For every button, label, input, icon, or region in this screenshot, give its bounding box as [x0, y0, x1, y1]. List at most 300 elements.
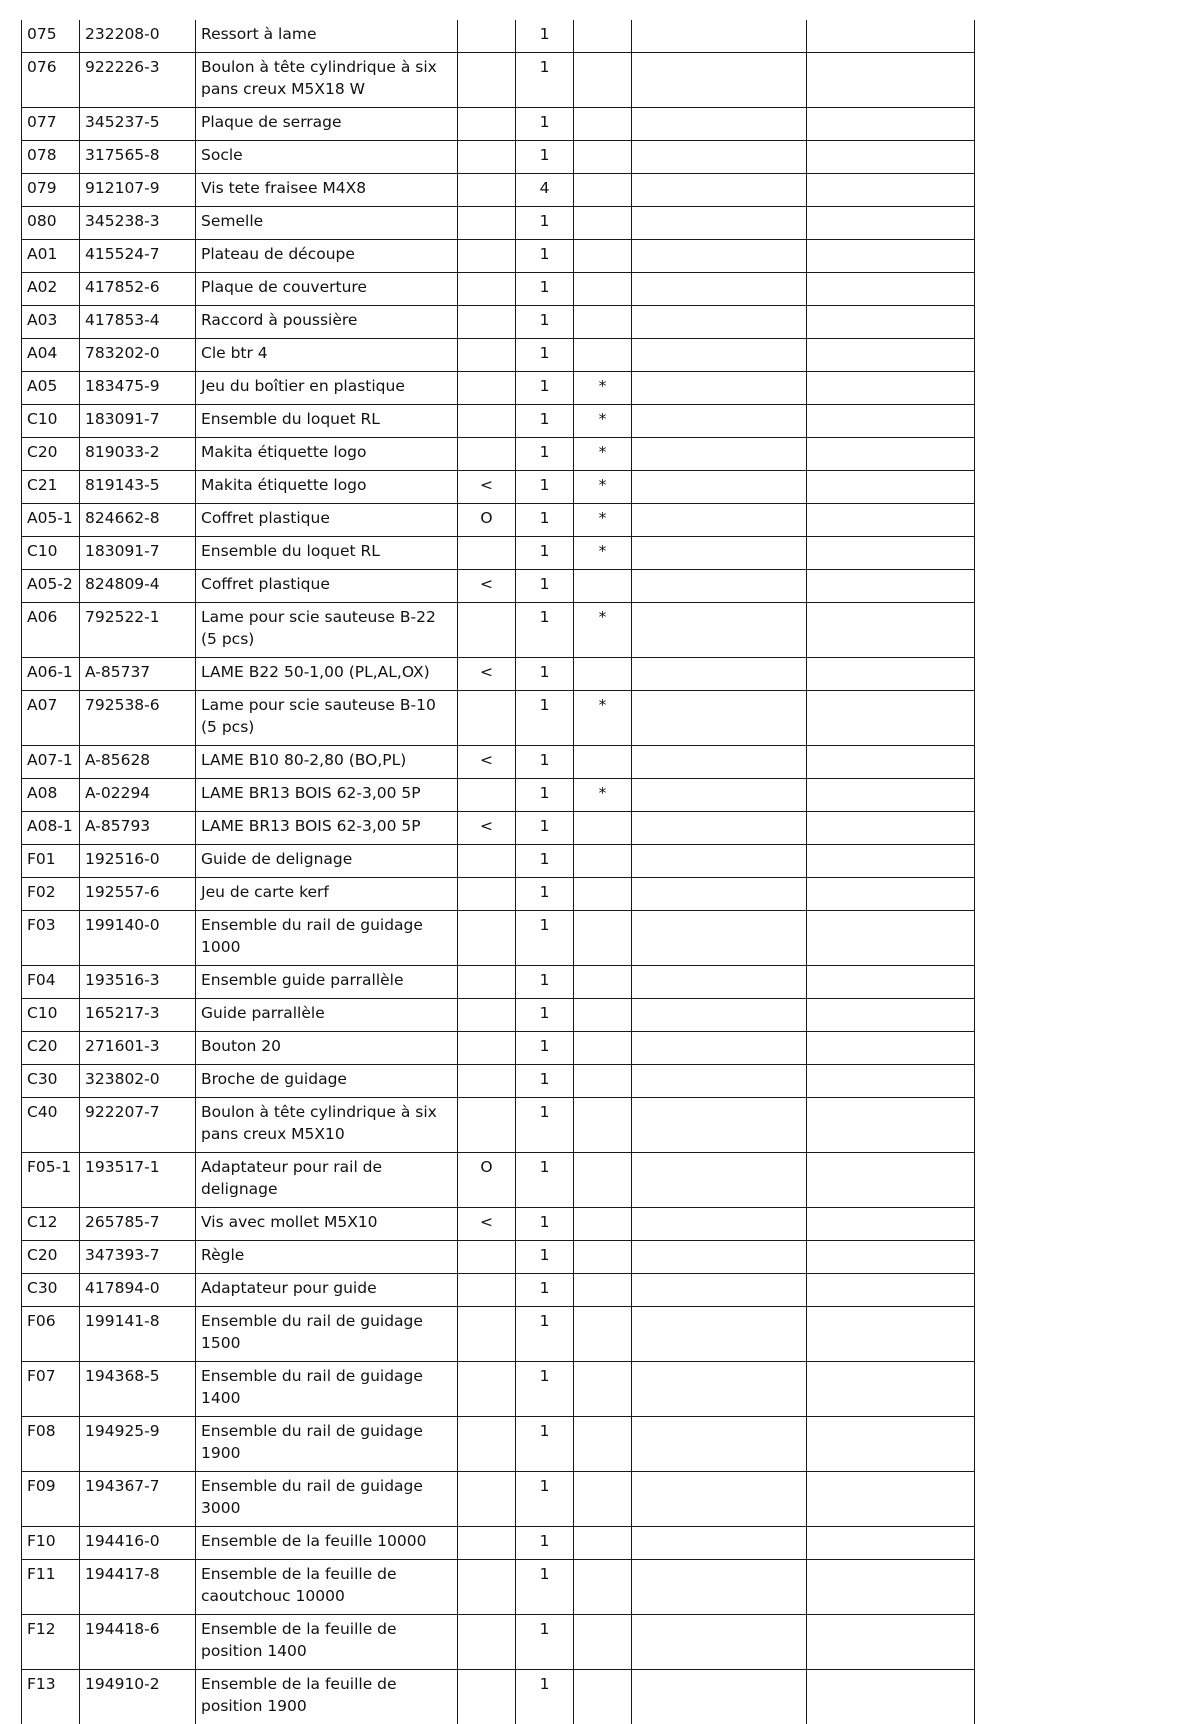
note-cell [574, 911, 632, 966]
part-number-cell: 232208-0 [80, 20, 196, 53]
quantity-cell: 1 [516, 691, 574, 746]
part-number-cell: 194925-9 [80, 1417, 196, 1472]
empty-cell [632, 405, 807, 438]
item-number-cell: F01 [22, 845, 80, 878]
note-cell: * [574, 691, 632, 746]
note-cell: * [574, 405, 632, 438]
marker-cell [458, 1670, 516, 1724]
note-cell [574, 1065, 632, 1098]
quantity-cell: 1 [516, 812, 574, 845]
empty-cell [632, 1098, 807, 1153]
marker-cell [458, 1527, 516, 1560]
item-number-cell: F03 [22, 911, 80, 966]
part-number-cell: 417852-6 [80, 273, 196, 306]
description-cell: Ensemble de la feuille de position 1900 [196, 1670, 458, 1724]
quantity-cell: 4 [516, 174, 574, 207]
quantity-cell: 1 [516, 1560, 574, 1615]
table-row [22, 339, 975, 372]
part-number-cell: 265785-7 [80, 1208, 196, 1241]
item-number-cell: C40 [22, 1098, 80, 1153]
marker-cell [458, 603, 516, 658]
empty-cell [807, 845, 975, 878]
description-cell: Ensemble du rail de guidage 1400 [196, 1362, 458, 1417]
note-cell: * [574, 372, 632, 405]
empty-cell [807, 1032, 975, 1065]
table-row [22, 1065, 975, 1098]
item-number-cell: A05-1 [22, 504, 80, 537]
part-number-cell: 792522-1 [80, 603, 196, 658]
table-row [22, 1098, 975, 1153]
empty-cell [632, 240, 807, 273]
description-cell: Lame pour scie sauteuse B-10 (5 pcs) [196, 691, 458, 746]
table-row [22, 1472, 975, 1527]
part-number-cell: 415524-7 [80, 240, 196, 273]
marker-cell: < [458, 471, 516, 504]
part-number-cell: 912107-9 [80, 174, 196, 207]
quantity-cell: 1 [516, 1032, 574, 1065]
item-number-cell: A07 [22, 691, 80, 746]
empty-cell [807, 1417, 975, 1472]
table-row [22, 504, 975, 537]
note-cell [574, 273, 632, 306]
empty-cell [632, 372, 807, 405]
quantity-cell: 1 [516, 1153, 574, 1208]
description-cell: Ensemble du rail de guidage 3000 [196, 1472, 458, 1527]
empty-cell [807, 471, 975, 504]
empty-cell [807, 1615, 975, 1670]
item-number-cell: F05-1 [22, 1153, 80, 1208]
quantity-cell: 1 [516, 570, 574, 603]
table-row [22, 878, 975, 911]
part-number-cell: A-02294 [80, 779, 196, 812]
item-number-cell: F09 [22, 1472, 80, 1527]
description-cell: Adaptateur pour rail de delignage [196, 1153, 458, 1208]
quantity-cell: 1 [516, 306, 574, 339]
note-cell [574, 1032, 632, 1065]
marker-cell [458, 240, 516, 273]
quantity-cell: 1 [516, 240, 574, 273]
description-cell: Broche de guidage [196, 1065, 458, 1098]
part-number-cell: 194418-6 [80, 1615, 196, 1670]
note-cell [574, 53, 632, 108]
item-number-cell: F12 [22, 1615, 80, 1670]
empty-cell [807, 1153, 975, 1208]
item-number-cell: A01 [22, 240, 80, 273]
table-row [22, 1208, 975, 1241]
quantity-cell: 1 [516, 1274, 574, 1307]
description-cell: LAME B10 80-2,80 (BO,PL) [196, 746, 458, 779]
note-cell [574, 658, 632, 691]
quantity-cell: 1 [516, 405, 574, 438]
item-number-cell: F10 [22, 1527, 80, 1560]
empty-cell [632, 1362, 807, 1417]
marker-cell [458, 1274, 516, 1307]
quantity-cell: 1 [516, 20, 574, 53]
marker-cell: < [458, 746, 516, 779]
table-row [22, 141, 975, 174]
empty-cell [632, 20, 807, 53]
empty-cell [632, 779, 807, 812]
empty-cell [632, 999, 807, 1032]
marker-cell: < [458, 812, 516, 845]
note-cell [574, 207, 632, 240]
item-number-cell: C20 [22, 1241, 80, 1274]
empty-cell [807, 174, 975, 207]
empty-cell [632, 878, 807, 911]
part-number-cell: 271601-3 [80, 1032, 196, 1065]
quantity-cell: 1 [516, 911, 574, 966]
table-row [22, 537, 975, 570]
empty-cell [632, 207, 807, 240]
marker-cell [458, 306, 516, 339]
table-row [22, 1274, 975, 1307]
quantity-cell: 1 [516, 339, 574, 372]
empty-cell [632, 658, 807, 691]
marker-cell [458, 1560, 516, 1615]
description-cell: Coffret plastique [196, 570, 458, 603]
description-cell: Makita étiquette logo [196, 438, 458, 471]
empty-cell [807, 1670, 975, 1724]
marker-cell [458, 1098, 516, 1153]
empty-cell [807, 812, 975, 845]
marker-cell [458, 878, 516, 911]
marker-cell [458, 207, 516, 240]
table-row [22, 108, 975, 141]
empty-cell [632, 1307, 807, 1362]
quantity-cell: 1 [516, 1241, 574, 1274]
table-row [22, 207, 975, 240]
empty-cell [807, 966, 975, 999]
marker-cell: < [458, 1208, 516, 1241]
empty-cell [807, 779, 975, 812]
table-row [22, 1153, 975, 1208]
table-row [22, 1560, 975, 1615]
marker-cell: O [458, 504, 516, 537]
part-number-cell: 345238-3 [80, 207, 196, 240]
quantity-cell: 1 [516, 746, 574, 779]
marker-cell [458, 1472, 516, 1527]
note-cell [574, 174, 632, 207]
table-row [22, 746, 975, 779]
empty-cell [632, 1417, 807, 1472]
note-cell [574, 845, 632, 878]
empty-cell [807, 141, 975, 174]
note-cell [574, 339, 632, 372]
quantity-cell: 1 [516, 438, 574, 471]
part-number-cell: 183091-7 [80, 405, 196, 438]
note-cell [574, 1307, 632, 1362]
item-number-cell: A03 [22, 306, 80, 339]
description-cell: Règle [196, 1241, 458, 1274]
part-number-cell: 192516-0 [80, 845, 196, 878]
note-cell [574, 1153, 632, 1208]
part-number-cell: 819143-5 [80, 471, 196, 504]
empty-cell [807, 878, 975, 911]
note-cell [574, 1560, 632, 1615]
item-number-cell: C20 [22, 1032, 80, 1065]
part-number-cell: 792538-6 [80, 691, 196, 746]
description-cell: Ensemble du loquet RL [196, 537, 458, 570]
empty-cell [632, 603, 807, 658]
empty-cell [632, 1065, 807, 1098]
marker-cell [458, 966, 516, 999]
marker-cell [458, 1362, 516, 1417]
note-cell: * [574, 438, 632, 471]
empty-cell [632, 1615, 807, 1670]
empty-cell [807, 53, 975, 108]
quantity-cell: 1 [516, 372, 574, 405]
item-number-cell: C10 [22, 999, 80, 1032]
empty-cell [632, 1274, 807, 1307]
quantity-cell: 1 [516, 999, 574, 1032]
empty-cell [632, 53, 807, 108]
note-cell [574, 306, 632, 339]
note-cell: * [574, 603, 632, 658]
empty-cell [807, 537, 975, 570]
note-cell: * [574, 504, 632, 537]
item-number-cell: C30 [22, 1065, 80, 1098]
empty-cell [807, 405, 975, 438]
marker-cell [458, 911, 516, 966]
part-number-cell: 194910-2 [80, 1670, 196, 1724]
marker-cell [458, 174, 516, 207]
item-number-cell: A06-1 [22, 658, 80, 691]
table-row [22, 570, 975, 603]
note-cell [574, 966, 632, 999]
note-cell [574, 746, 632, 779]
table-row [22, 306, 975, 339]
item-number-cell: F11 [22, 1560, 80, 1615]
empty-cell [632, 570, 807, 603]
note-cell: * [574, 537, 632, 570]
quantity-cell: 1 [516, 1065, 574, 1098]
empty-cell [807, 1241, 975, 1274]
quantity-cell: 1 [516, 273, 574, 306]
note-cell [574, 1417, 632, 1472]
empty-cell [632, 108, 807, 141]
description-cell: Ensemble du rail de guidage 1900 [196, 1417, 458, 1472]
empty-cell [807, 1208, 975, 1241]
empty-cell [632, 174, 807, 207]
empty-cell [807, 207, 975, 240]
marker-cell: < [458, 570, 516, 603]
part-number-cell: A-85793 [80, 812, 196, 845]
table-row [22, 20, 975, 53]
description-cell: Semelle [196, 207, 458, 240]
quantity-cell: 1 [516, 966, 574, 999]
part-number-cell: 922207-7 [80, 1098, 196, 1153]
part-number-cell: 192557-6 [80, 878, 196, 911]
note-cell [574, 141, 632, 174]
table-row [22, 1307, 975, 1362]
note-cell [574, 1615, 632, 1670]
item-number-cell: A08-1 [22, 812, 80, 845]
marker-cell [458, 372, 516, 405]
marker-cell [458, 20, 516, 53]
item-number-cell: A06 [22, 603, 80, 658]
table-row [22, 1032, 975, 1065]
item-number-cell: A05-2 [22, 570, 80, 603]
item-number-cell: F07 [22, 1362, 80, 1417]
description-cell: Ensemble du loquet RL [196, 405, 458, 438]
part-number-cell: 183475-9 [80, 372, 196, 405]
marker-cell [458, 779, 516, 812]
empty-cell [807, 240, 975, 273]
description-cell: Ensemble de la feuille 10000 [196, 1527, 458, 1560]
empty-cell [807, 1472, 975, 1527]
quantity-cell: 1 [516, 779, 574, 812]
empty-cell [807, 306, 975, 339]
item-number-cell: F02 [22, 878, 80, 911]
note-cell [574, 240, 632, 273]
description-cell: Ensemble de la feuille de caoutchouc 10000 [196, 1560, 458, 1615]
empty-cell [807, 273, 975, 306]
description-cell: Jeu de carte kerf [196, 878, 458, 911]
quantity-cell: 1 [516, 845, 574, 878]
marker-cell [458, 537, 516, 570]
marker-cell: O [458, 1153, 516, 1208]
empty-cell [632, 911, 807, 966]
description-cell: Ensemble guide parrallèle [196, 966, 458, 999]
note-cell [574, 878, 632, 911]
description-cell: Boulon à tête cylindrique à six pans creux M5X10 [196, 1098, 458, 1153]
part-number-cell: 193516-3 [80, 966, 196, 999]
note-cell [574, 1362, 632, 1417]
description-cell: Guide de delignage [196, 845, 458, 878]
empty-cell [807, 1560, 975, 1615]
part-number-cell: 824662-8 [80, 504, 196, 537]
empty-cell [807, 1098, 975, 1153]
marker-cell [458, 405, 516, 438]
item-number-cell: 078 [22, 141, 80, 174]
item-number-cell: C10 [22, 537, 80, 570]
empty-cell [632, 1032, 807, 1065]
note-cell [574, 1274, 632, 1307]
table-row [22, 999, 975, 1032]
item-number-cell: A08 [22, 779, 80, 812]
quantity-cell: 1 [516, 1417, 574, 1472]
quantity-cell: 1 [516, 537, 574, 570]
table-row [22, 405, 975, 438]
empty-cell [807, 20, 975, 53]
table-row [22, 1362, 975, 1417]
quantity-cell: 1 [516, 53, 574, 108]
item-number-cell: C30 [22, 1274, 80, 1307]
empty-cell [632, 504, 807, 537]
description-cell: Raccord à poussière [196, 306, 458, 339]
marker-cell [458, 339, 516, 372]
empty-cell [807, 108, 975, 141]
quantity-cell: 1 [516, 108, 574, 141]
part-number-cell: 194417-8 [80, 1560, 196, 1615]
marker-cell [458, 53, 516, 108]
item-number-cell: C12 [22, 1208, 80, 1241]
empty-cell [807, 603, 975, 658]
marker-cell [458, 108, 516, 141]
part-number-cell: 417853-4 [80, 306, 196, 339]
empty-cell [807, 911, 975, 966]
note-cell [574, 20, 632, 53]
item-number-cell: 076 [22, 53, 80, 108]
item-number-cell: C20 [22, 438, 80, 471]
marker-cell: < [458, 658, 516, 691]
quantity-cell: 1 [516, 1098, 574, 1153]
table-row [22, 911, 975, 966]
description-cell: Socle [196, 141, 458, 174]
empty-cell [807, 658, 975, 691]
empty-cell [807, 691, 975, 746]
description-cell: Vis tete fraisee M4X8 [196, 174, 458, 207]
description-cell: Plaque de serrage [196, 108, 458, 141]
item-number-cell: A02 [22, 273, 80, 306]
item-number-cell: 080 [22, 207, 80, 240]
note-cell [574, 1208, 632, 1241]
description-cell: Makita étiquette logo [196, 471, 458, 504]
empty-cell [807, 999, 975, 1032]
empty-cell [632, 691, 807, 746]
empty-cell [632, 537, 807, 570]
empty-cell [632, 1208, 807, 1241]
note-cell: * [574, 471, 632, 504]
item-number-cell: F13 [22, 1670, 80, 1724]
description-cell: Plateau de découpe [196, 240, 458, 273]
marker-cell [458, 999, 516, 1032]
quantity-cell: 1 [516, 1208, 574, 1241]
table-row [22, 779, 975, 812]
empty-cell [632, 471, 807, 504]
note-cell [574, 1670, 632, 1724]
part-number-cell: 922226-3 [80, 53, 196, 108]
description-cell: Plaque de couverture [196, 273, 458, 306]
empty-cell [807, 746, 975, 779]
quantity-cell: 1 [516, 1527, 574, 1560]
item-number-cell: A04 [22, 339, 80, 372]
table-row [22, 658, 975, 691]
note-cell [574, 1472, 632, 1527]
note-cell: * [574, 779, 632, 812]
part-number-cell: 199141-8 [80, 1307, 196, 1362]
marker-cell [458, 1241, 516, 1274]
description-cell: Bouton 20 [196, 1032, 458, 1065]
empty-cell [632, 1670, 807, 1724]
marker-cell [458, 1065, 516, 1098]
empty-cell [807, 1065, 975, 1098]
parts-table-body [22, 20, 975, 1724]
description-cell: Lame pour scie sauteuse B-22 (5 pcs) [196, 603, 458, 658]
part-number-cell: A-85628 [80, 746, 196, 779]
marker-cell [458, 845, 516, 878]
table-row [22, 438, 975, 471]
item-number-cell: A05 [22, 372, 80, 405]
marker-cell [458, 438, 516, 471]
empty-cell [632, 812, 807, 845]
empty-cell [807, 438, 975, 471]
part-number-cell: 199140-0 [80, 911, 196, 966]
description-cell: Ensemble du rail de guidage 1000 [196, 911, 458, 966]
empty-cell [632, 966, 807, 999]
marker-cell [458, 273, 516, 306]
table-row [22, 1670, 975, 1724]
note-cell [574, 570, 632, 603]
quantity-cell: 1 [516, 504, 574, 537]
quantity-cell: 1 [516, 878, 574, 911]
empty-cell [807, 1274, 975, 1307]
quantity-cell: 1 [516, 1670, 574, 1724]
marker-cell [458, 141, 516, 174]
quantity-cell: 1 [516, 603, 574, 658]
empty-cell [632, 1472, 807, 1527]
empty-cell [632, 306, 807, 339]
